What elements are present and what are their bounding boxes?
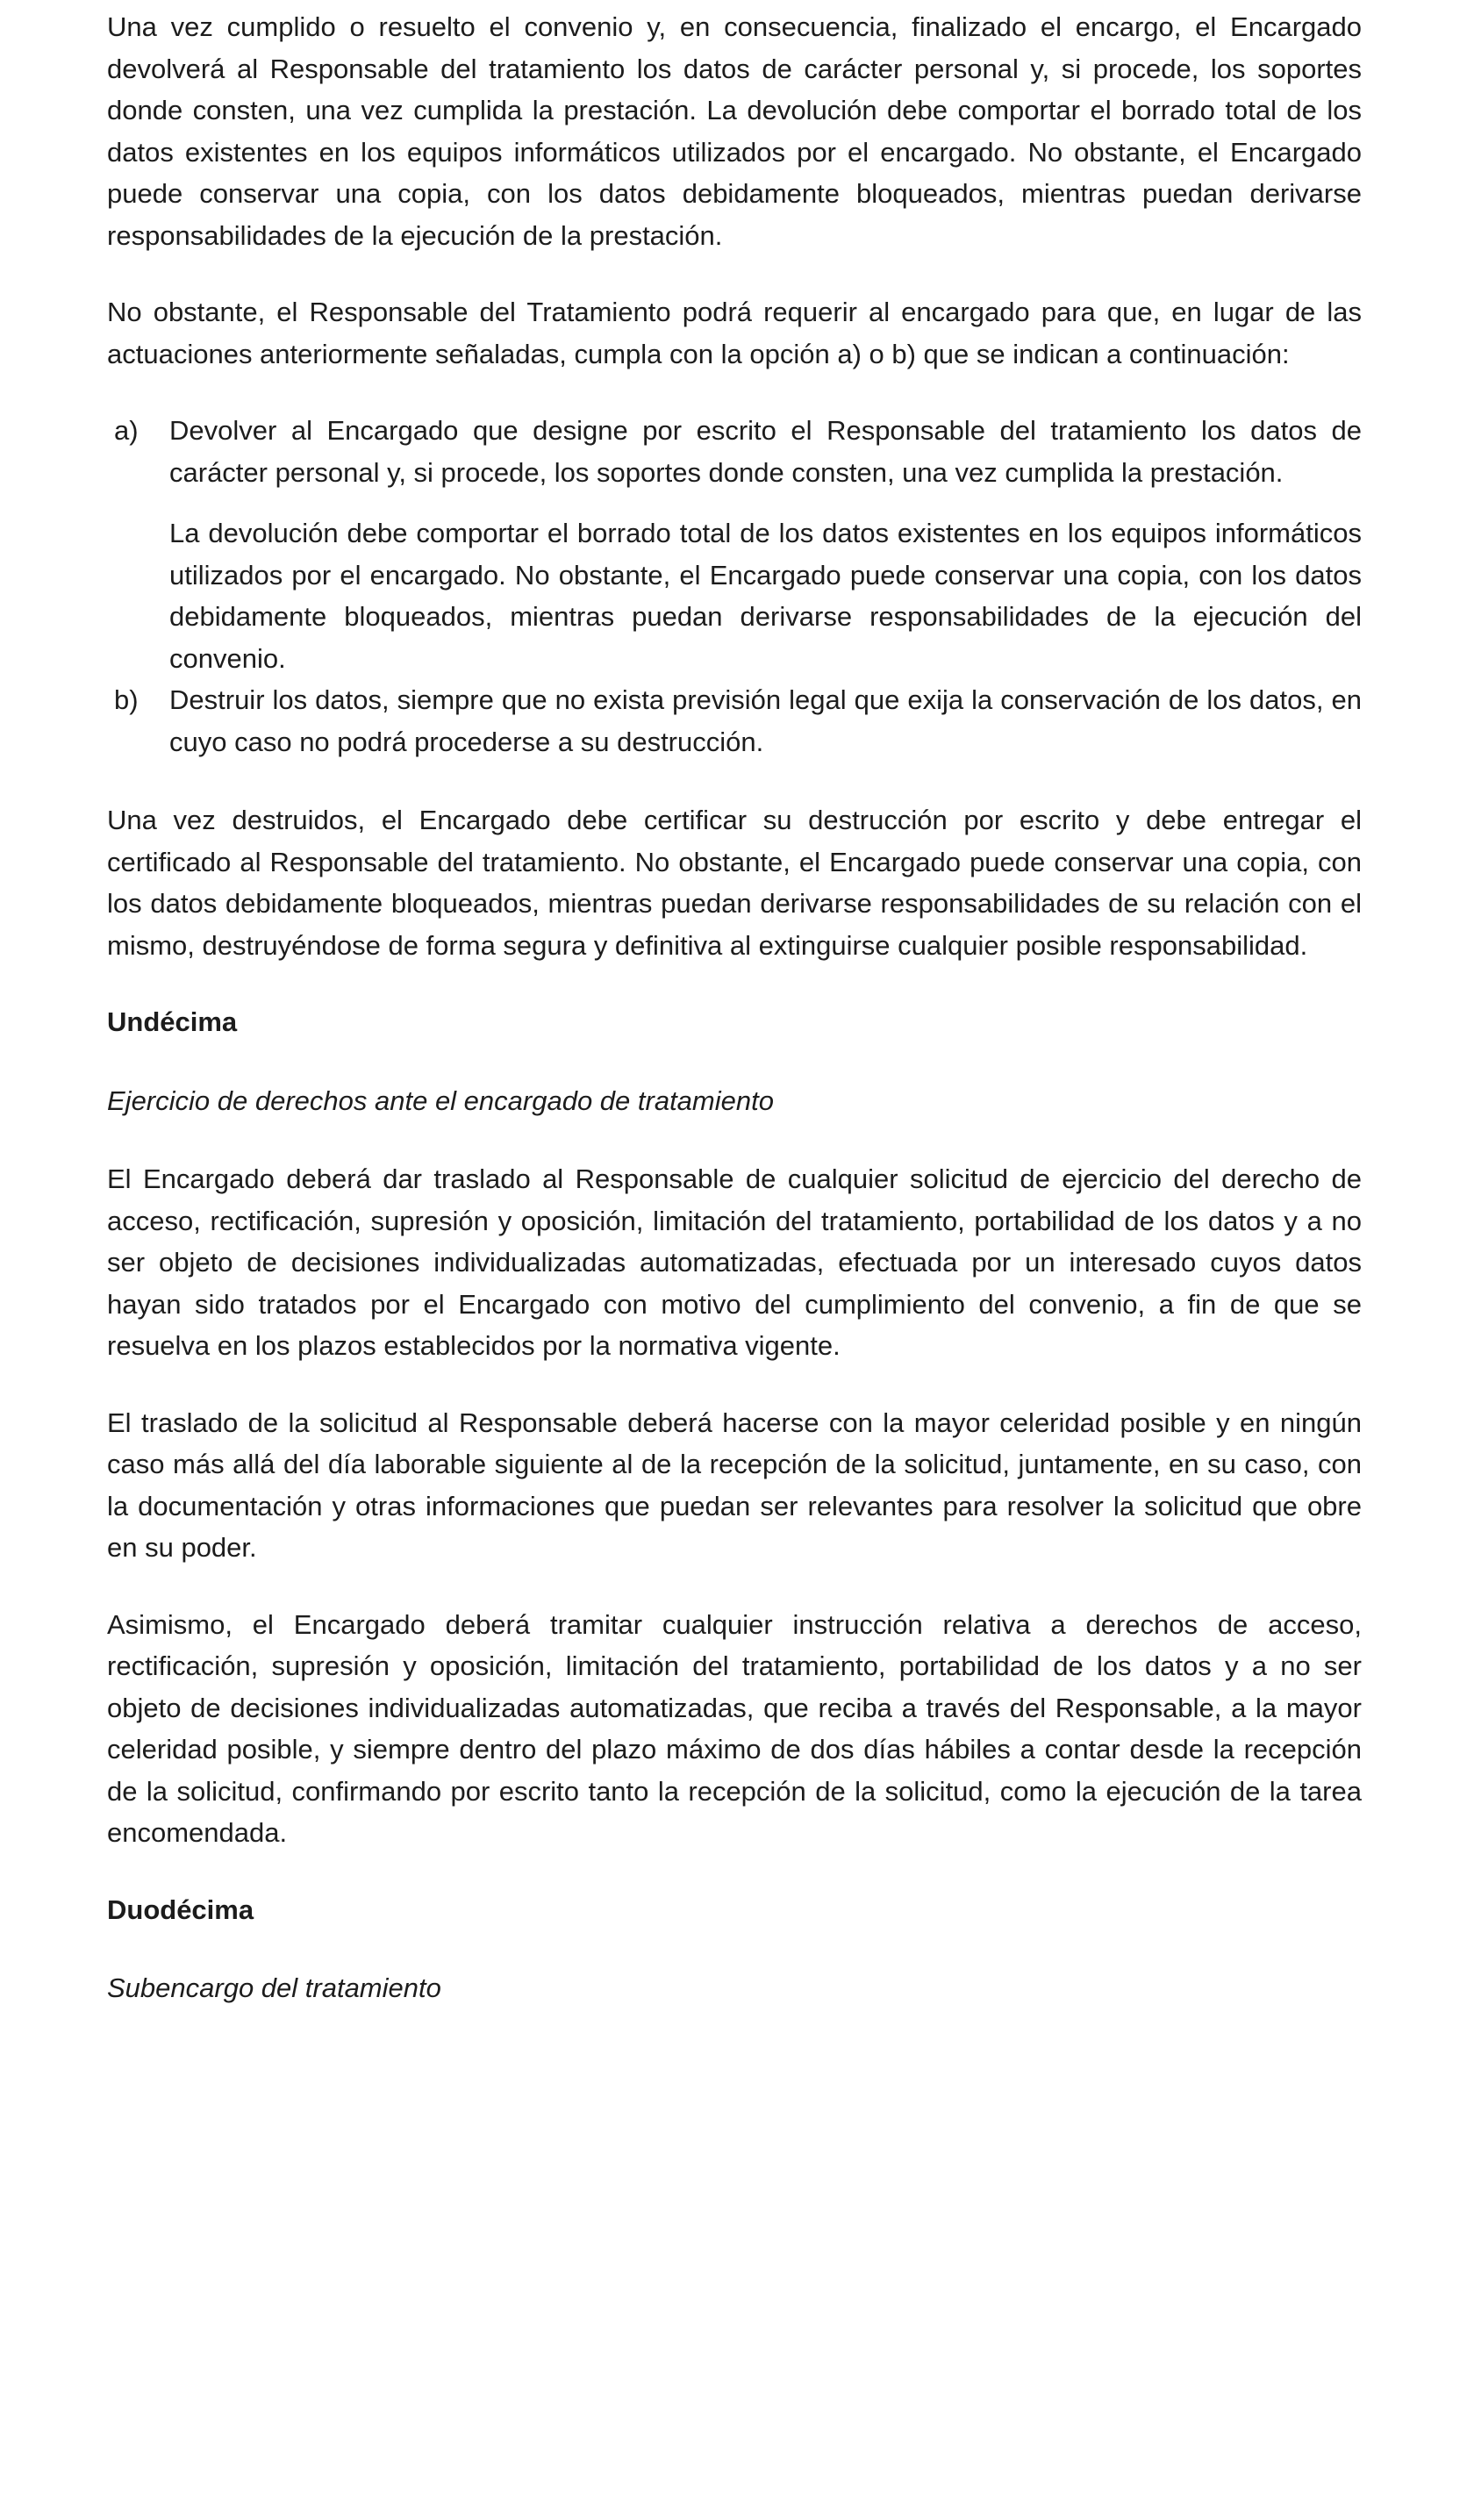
- paragraph-options-intro: No obstante, el Responsable del Tratamiento podrá requerir al encargado para que, en lugar de las actuaciones anteriormente señaladas, cumpla con la opción a) o b) que se indican a continuación:: [107, 297, 1362, 369]
- list-item-continuation: La devolución debe comportar el borrado total de los datos existentes en los equipos informáticos utilizados por el encargado. No obstante, el Encargado puede conservar una copia, con los datos debidamente bloqueados, mientras puedan derivarse responsabilidades de la ejecución del convenio.: [169, 518, 1362, 674]
- list-item-text: Devolver al Encargado que designe por escrito el Responsable del tratamiento los datos de carácter personal y, si procede, los soportes donde consten, una vez cumplida la prestación.: [169, 415, 1362, 488]
- section-subheading-rights: Ejercicio de derechos ante el encargado de tratamiento: [107, 1085, 774, 1116]
- section-heading-duodecima: Duodécima: [107, 1894, 254, 1925]
- paragraph-destruction: Una vez destruidos, el Encargado debe certificar su destrucción por escrito y debe entregar el certificado al Responsable del tratamiento. No obstante, el Encargado puede conservar una copia, con los datos debidamente bloqueados, mientras puedan derivarse responsabilidades de su relación con el mismo, destruyéndose de forma segura y definitiva al extinguirse cualquier posible responsabilidad.: [107, 805, 1362, 961]
- options-list: [107, 410, 1362, 762]
- document-page: [107, 0, 1362, 2046]
- paragraph-rights-1: El Encargado deberá dar traslado al Responsable de cualquier solicitud de ejercicio del derecho de acceso, rectificación, supresión y oposición, limitación del tratamiento, portabilidad de los datos y a no ser objeto de decisiones individualizadas automatizadas, efectuada por un interesado cuyos datos hayan sido tratados por el Encargado con motivo del cumplimiento del convenio, a fin de que se resuelva en los plazos establecidos por la normativa vigente.: [107, 1163, 1362, 1361]
- paragraph-rights-2: El traslado de la solicitud al Responsable deberá hacerse con la mayor celeridad posible y en ningún caso más allá del día laborable siguiente al de la recepción de la solicitud, juntamente, en su caso, con la documentación y otras informaciones que puedan ser relevantes para resolver la solicitud que obre en su poder.: [107, 1407, 1362, 1563]
- paragraph-return-data: Una vez cumplido o resuelto el convenio y, en consecuencia, finalizado el encargo, el Encargado devolverá al Responsable del tratamiento los datos de carácter personal y, si procede, los soportes donde consten, una vez cumplida la prestación. La devolución debe comportar el borrado total de los datos existentes en los equipos informáticos utilizados por el encargado. No obstante, el Encargado puede conservar una copia, con los datos debidamente bloqueados, mientras puedan derivarse responsabilidades de la ejecución de la prestación.: [107, 11, 1362, 251]
- list-marker: b): [114, 684, 139, 715]
- section-subheading-subcontracting: Subencargo del tratamiento: [107, 1972, 441, 2003]
- list-marker: a): [114, 415, 139, 446]
- section-heading-undecima: Undécima: [107, 1006, 238, 1037]
- paragraph-rights-3: Asimismo, el Encargado deberá tramitar cualquier instrucción relativa a derechos de acceso, rectificación, supresión y oposición, limitación del tratamiento, portabilidad de los datos y a no ser objeto de decisiones individualizadas automatizadas, que reciba a través del Responsable, a la mayor celeridad posible, y siempre dentro del plazo máximo de dos días hábiles a contar desde la recepción de la solicitud, confirmando por escrito tanto la recepción de la solicitud, como la ejecución de la tarea encomendada.: [107, 1608, 1362, 1848]
- list-item: [107, 410, 1362, 679]
- list-item-text: Destruir los datos, siempre que no exista previsión legal que exija la conservación de los datos, en cuyo caso no podrá procederse a su destrucción.: [169, 684, 1362, 757]
- list-item: [107, 679, 1362, 762]
